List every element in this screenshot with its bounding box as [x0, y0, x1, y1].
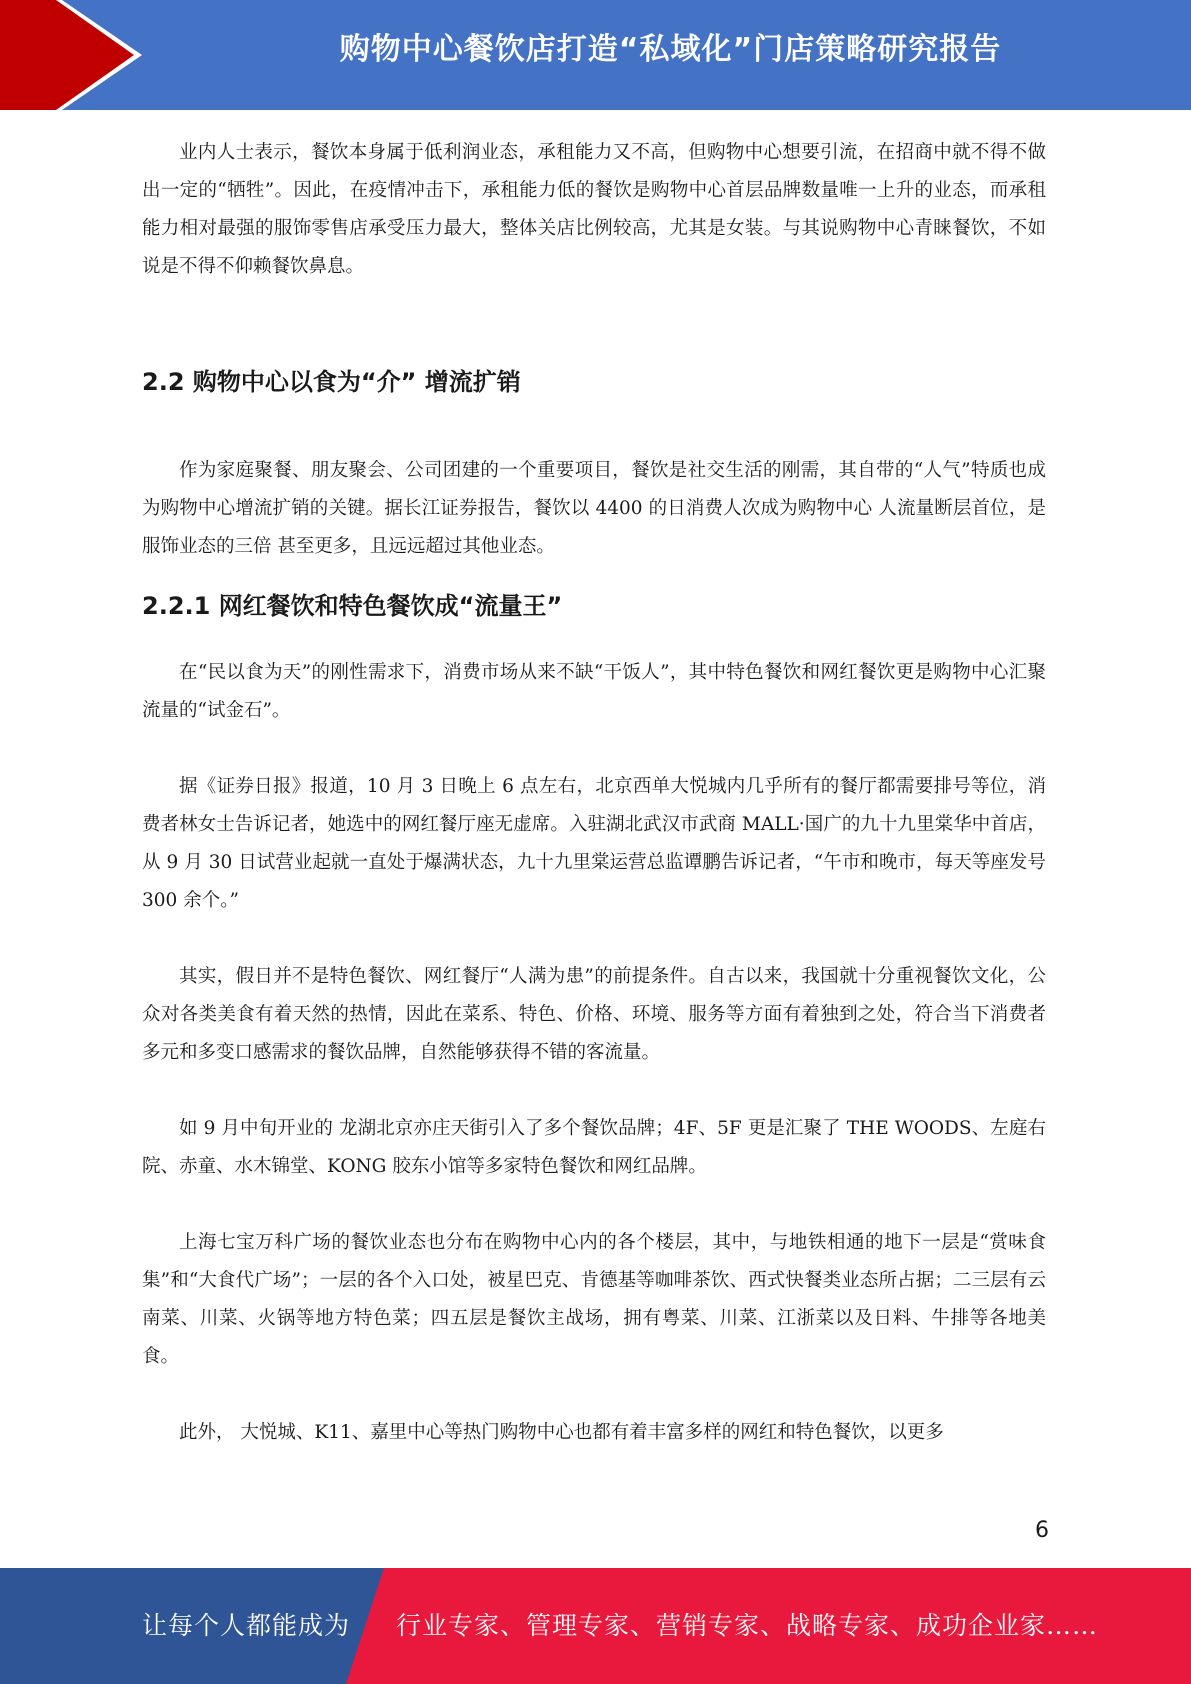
- page-number: 6: [1035, 1518, 1049, 1543]
- paragraph-social-dining: 作为家庭聚餐、朋友聚会、公司团建的一个重要项目，餐饮是社交生活的刚需，其自带的“人气”特质也成为购物中心增流扩销的关键。据长江证券报告，餐饮以 4400 的日消费人次成为购物中心 人流量断层首位，是服饰业态的三倍 甚至更多，且远远超过其他业态。: [142, 460, 1046, 557]
- footer-slogan-left: 让每个人都能成为: [142, 1611, 351, 1640]
- paragraph-culture: 其实，假日并不是特色餐饮、网红餐厅“人满为患”的前提条件。自古以来，我国就十分重视餐饮文化，公众对各类美食有着天然的热情，因此在菜系、特色、价格、环境、服务等方面有着独到之处，符合当下消费者多元和多变口感需求的餐饮品牌，自然能够获得不错的客流量。: [142, 966, 1046, 1063]
- footer-slogan-right: 行业专家、管理专家、营销专家、战略专家、成功企业家……: [396, 1611, 1099, 1640]
- report-title: 购物中心餐饮店打造“私域化”门店策略研究报告: [339, 32, 1002, 67]
- footer-banner: [0, 1568, 1191, 1684]
- header-banner: [0, 0, 1191, 110]
- header-arrow-graphic: [0, 0, 160, 110]
- paragraph-news-report: 据《证券日报》报道，10 月 3 日晚上 6 点左右，北京西单大悦城内几乎所有的餐厅都需要排号等位，消费者林女士告诉记者，她选中的网红餐厅座无虚席。入驻湖北武汉市武商 MALL·国广的九十九里棠华中首店，从 9 月 30 日试营业起就一直处于爆满状态，九十九里棠运营总监谭鹏告诉记者，“午市和晚市，每天等座发号 300 余个。”: [142, 776, 1046, 911]
- paragraph-intro: 业内人士表示，餐饮本身属于低利润业态，承租能力又不高，但购物中心想要引流，在招商中就不得不做出一定的“牺牲”。因此，在疫情冲击下，承租能力低的餐饮是购物中心首层品牌数量唯一上升的业态，而承租能力相对最强的服饰零售店承受压力最大，整体关店比例较高，尤其是女装。与其说购物中心青睐餐饮，不如说是不得不仰赖餐饮鼻息。: [142, 142, 1046, 277]
- section-heading-2-2: 2.2 购物中心以食为“介” 增流扩销: [142, 368, 521, 396]
- document-body: [142, 134, 1046, 1452]
- paragraph-longfor: 如 9 月中旬开业的 龙湖北京亦庄天街引入了多个餐饮品牌；4F、5F 更是汇聚了 THE WOODS、左庭右院、赤童、水木锦堂、KONG 胶东小馆等多家特色餐饮和网红品牌。: [142, 1118, 1046, 1177]
- paragraph-additional: 此外， 大悦城、K11、嘉里中心等热门购物中心也都有着丰富多样的网红和特色餐饮，以更多: [179, 1422, 944, 1443]
- paragraph-demand: 在“民以食为天”的刚性需求下，消费市场从来不缺“干饭人”，其中特色餐饮和网红餐饮更是购物中心汇聚流量的“试金石”。: [142, 662, 1046, 721]
- paragraph-vanke: 上海七宝万科广场的餐饮业态也分布在购物中心内的各个楼层，其中，与地铁相通的地下一层是“赏味食集”和“大食代广场”；一层的各个入口处，被星巴克、肯德基等咖啡茶饮、西式快餐类业态所占据；二三层有云南菜、川菜、火锅等地方特色菜；四五层是餐饮主战场，拥有粤菜、川菜、江浙菜以及日料、牛排等各地美食。: [142, 1232, 1046, 1367]
- section-heading-2-2-1: 2.2.1 网红餐饮和特色餐饮成“流量王”: [142, 592, 563, 620]
